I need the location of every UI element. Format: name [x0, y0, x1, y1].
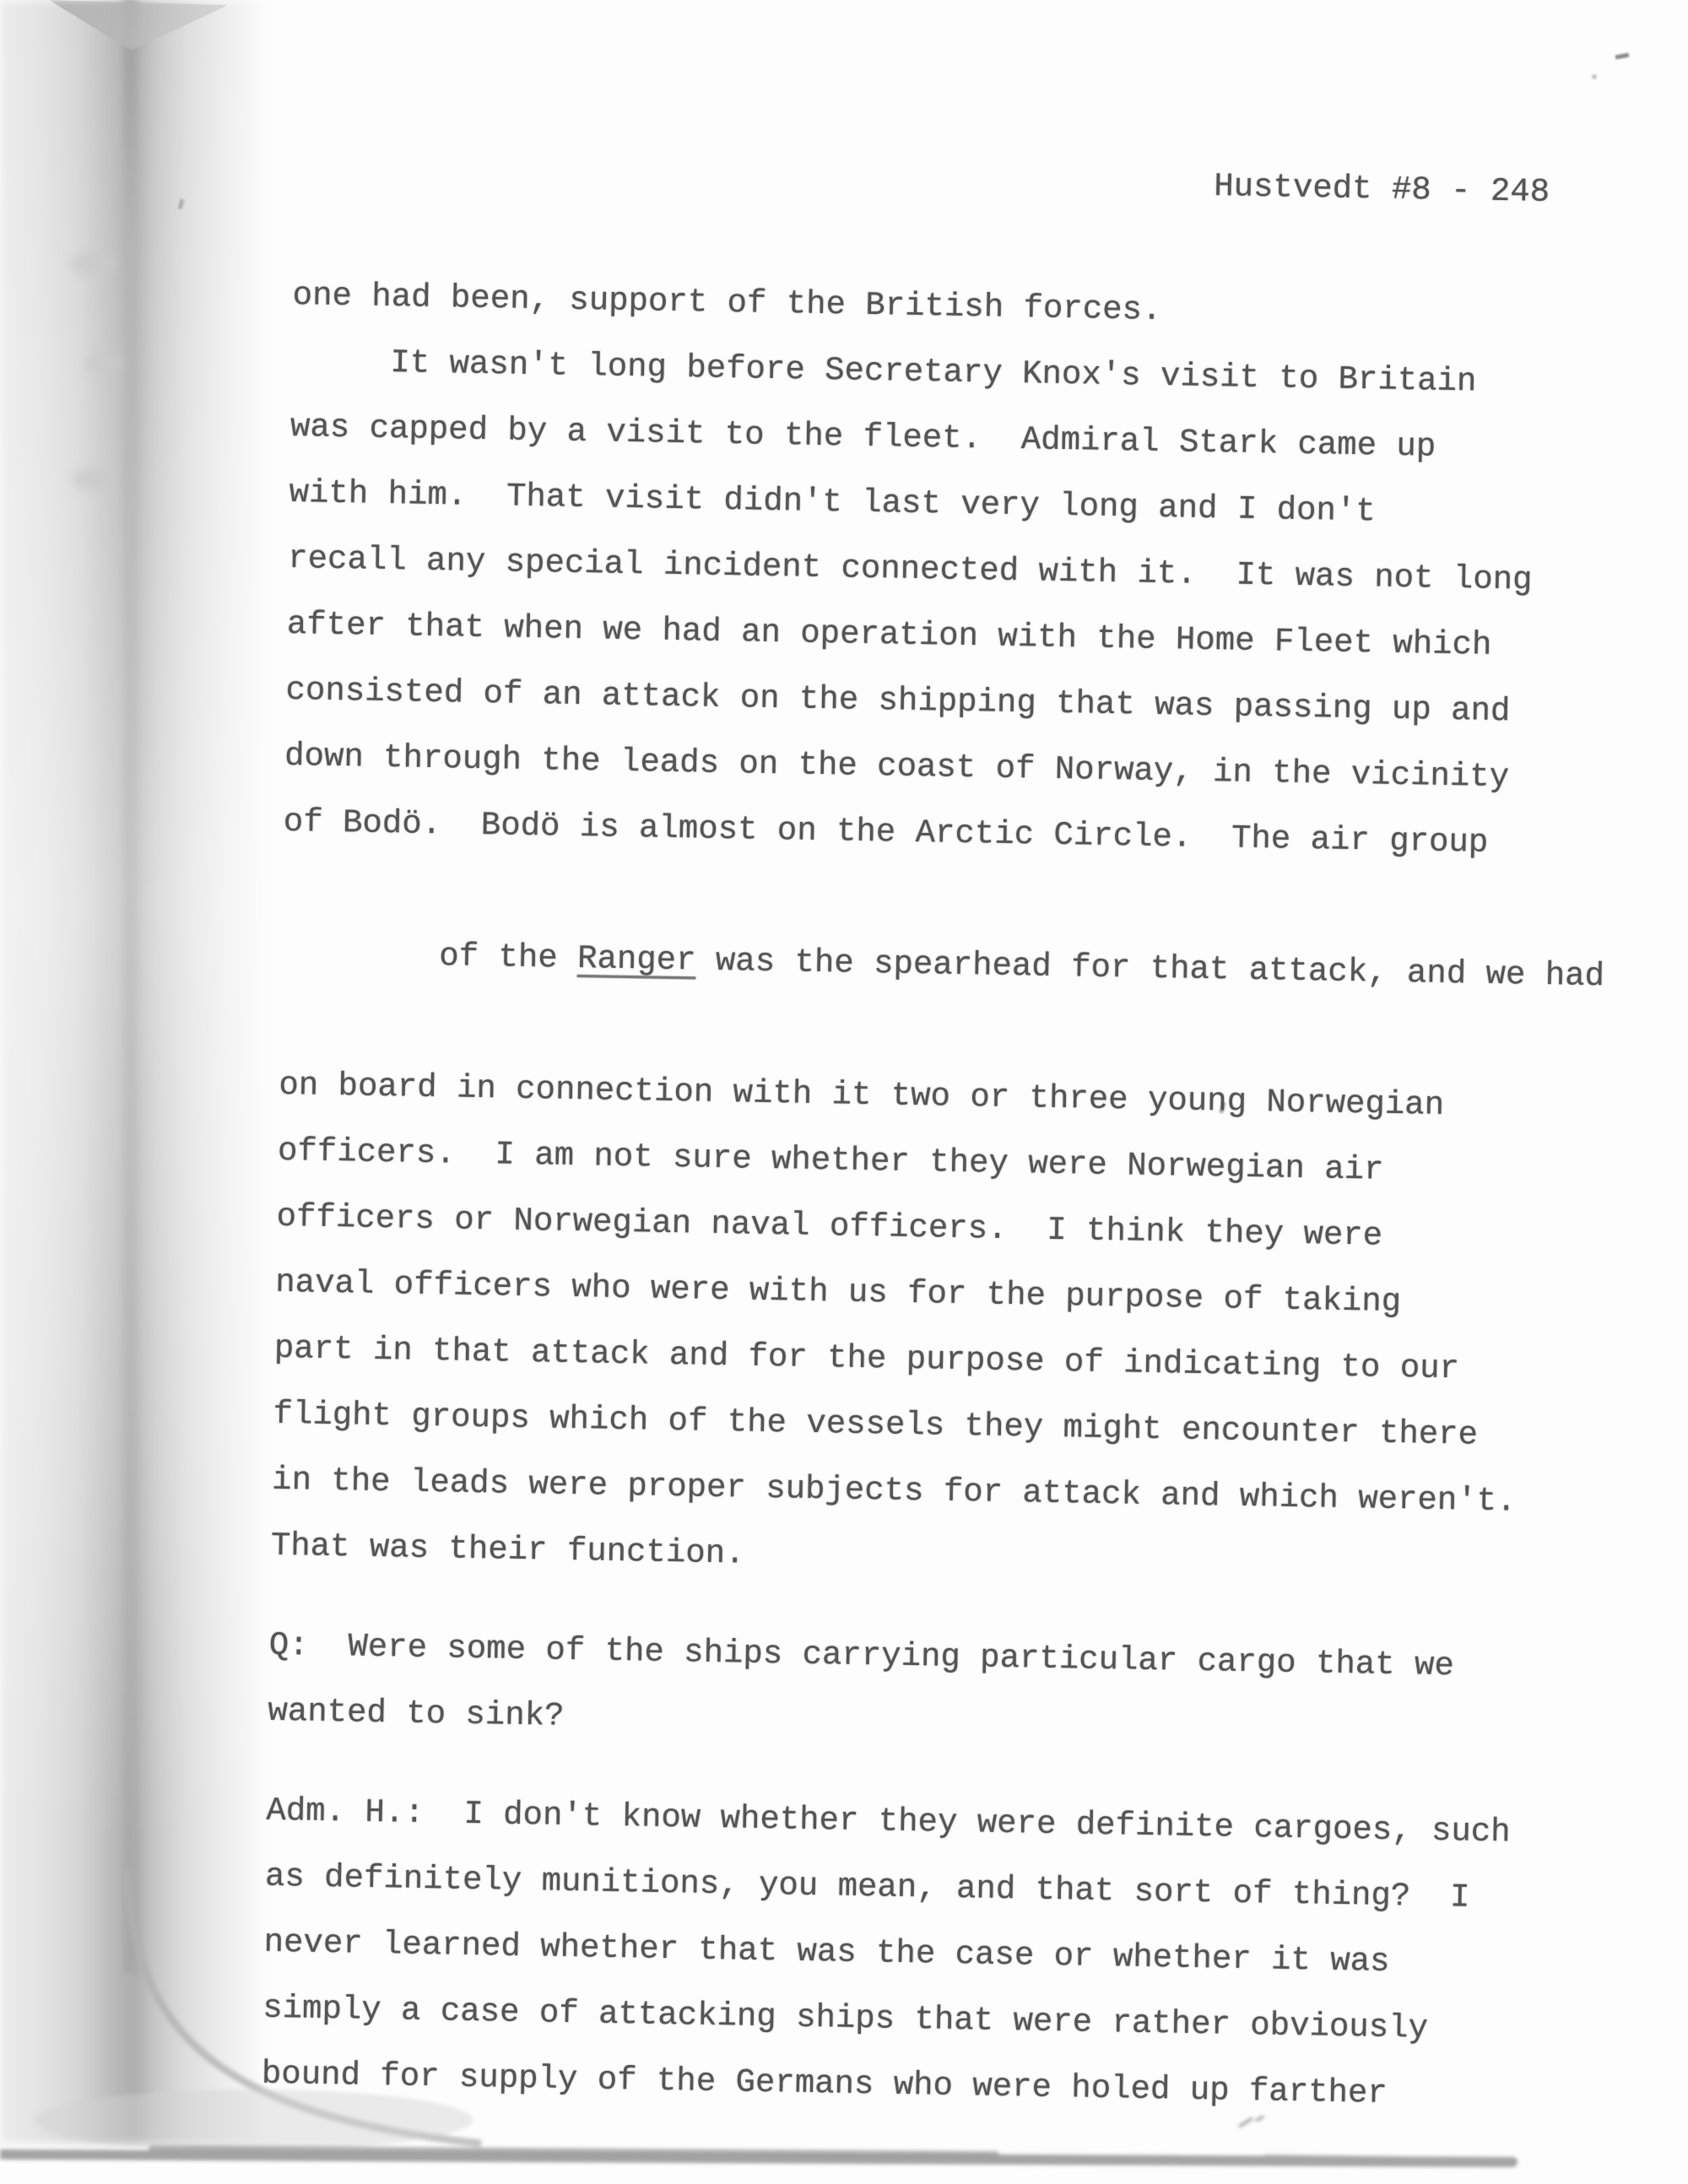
transcript-line: bound for supply of the Germans who were holed up farther	[261, 2055, 1388, 2112]
smudge-mark	[73, 468, 116, 490]
transcript-line: Q: Were some of the ships carrying particular cargo that we	[268, 1626, 1455, 1685]
scan-spine-line	[123, 0, 137, 1975]
transcript-line: on board in connection with it two or three young Norwegian	[279, 1066, 1445, 1124]
transcript-line: part in that attack and for the purpose of indicating to our	[273, 1329, 1460, 1388]
text-segment: was the spearhead for that attack, and we had	[695, 942, 1605, 996]
transcript-line: Adm. H.: I don't know whether they were definite cargoes, such	[266, 1792, 1512, 1852]
ink-speck	[1615, 53, 1630, 60]
transcript-line: wanted to sink?	[268, 1692, 565, 1735]
transcript-line: officers or Norwegian naval officers. I think they were	[276, 1197, 1383, 1255]
smudge-mark	[84, 353, 123, 373]
ink-speck	[1592, 74, 1597, 79]
page-header: Hustvedt #8 - 248	[1213, 168, 1550, 211]
transcript-line: with him. That visit didn't last very long and I don't	[289, 473, 1377, 531]
transcript-line: officers. I am not sure whether they were Norwegian air	[277, 1132, 1384, 1189]
transcript-line: simply a case of attacking ships that were rather obviously	[262, 1989, 1429, 2047]
transcript-line: consisted of an attack on the shipping that was passing up and	[285, 671, 1511, 731]
transcript-line-ranger	[279, 855, 1605, 1074]
transcript-content	[261, 138, 1605, 2129]
transcript-line: flight groups which of the vessels they might encounter there	[273, 1395, 1479, 1454]
transcript-line: of Bodö. Bodö is almost on the Arctic Circle. The air group	[283, 803, 1489, 862]
transcript-line: as definitely munitions, you mean, and that sort of thing? I	[264, 1857, 1470, 1916]
transcript-line: It wasn't long before Secretary Knox's visit to Britain	[389, 344, 1477, 401]
transcript-line: after that when we had an operation with the Home Fleet which	[286, 605, 1492, 664]
ship-name-underlined: Ranger	[576, 939, 696, 980]
transcript-line: in the leads were proper subjects for attack and which weren't.	[271, 1461, 1517, 1521]
paragraph-question	[268, 1613, 1548, 1766]
paragraph-answer	[261, 1778, 1545, 2129]
text-segment: of the	[438, 938, 578, 977]
transcript-line: was capped by a visit to the fleet. Admiral Stark came up	[289, 408, 1436, 466]
transcript-line: That was their function.	[270, 1527, 745, 1573]
transcript-line: down through the leads on the coast of Norway, in the vicinity	[284, 737, 1510, 797]
transcript-line: recall any special incident connected with it. It was not long	[287, 539, 1533, 599]
paragraph-narrative	[270, 328, 1605, 1601]
smudge-mark	[71, 251, 116, 275]
transcript-line: one had been, support of the British forces.	[292, 276, 1162, 329]
transcript-line: never learned whether that was the case or whether it was	[263, 1923, 1390, 1981]
transcript-line: naval officers who were with us for the purpose of taking	[274, 1263, 1402, 1322]
